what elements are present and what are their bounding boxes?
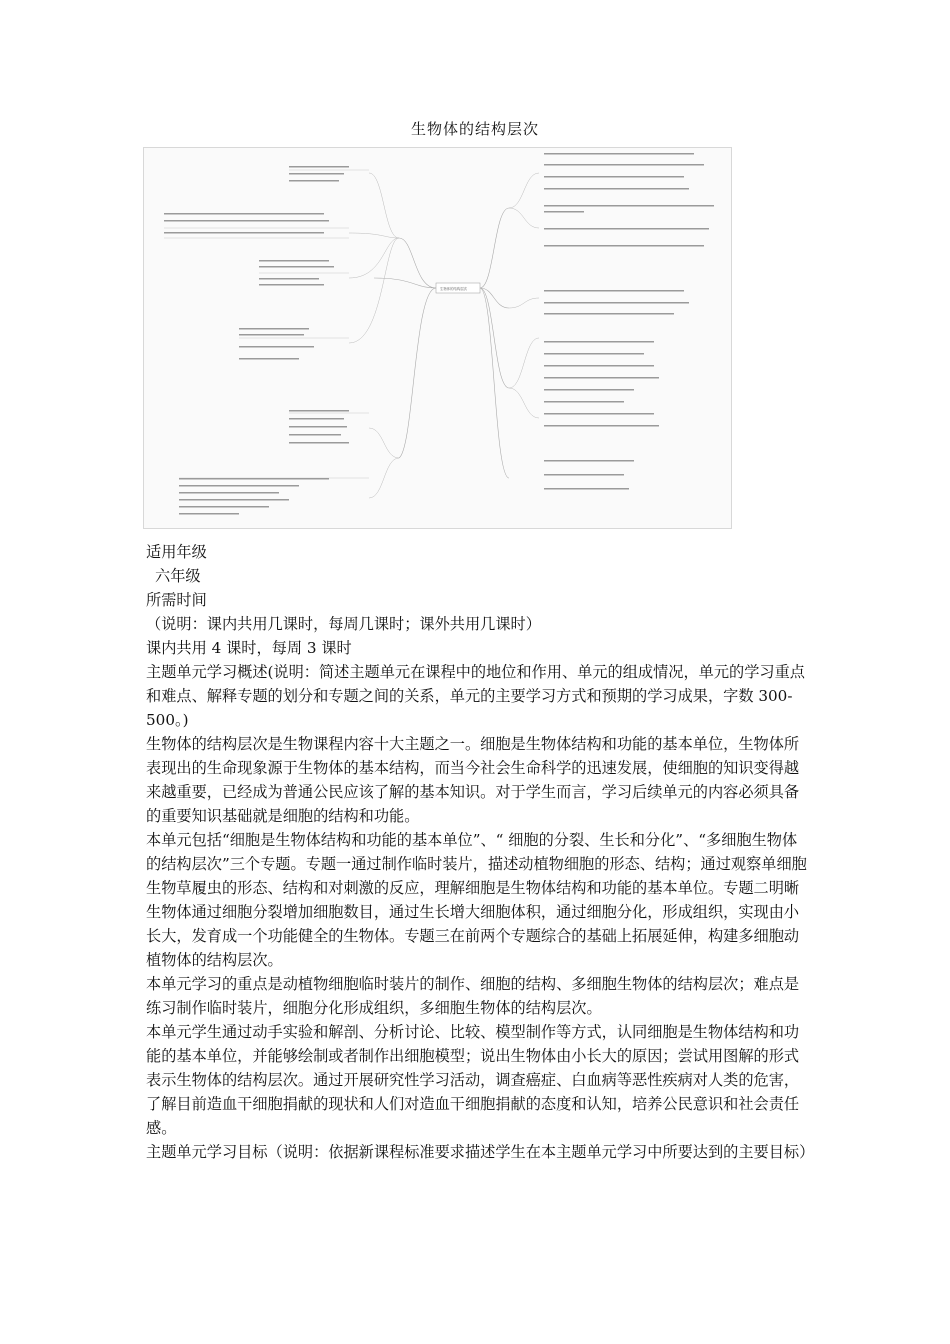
overview-label: 主题单元学习概述(说明：简述主题单元在课程中的地位和作用、单元的组成情况，单元的学习重点和难点、解释专题的划分和专题之间的关系，单元的主要学习方式和预期的学习成果，字数 300-500。)	[146, 663, 805, 729]
overview-paragraph-2: 本单元包括“细胞是生物体结构和功能的基本单位”、“ 细胞的分裂、生长和分化”、“多细胞生物体的结构层次”三个专题。专题一通过制作临时装片，描述动植物细胞的形态、结构；通过观察单细胞生物草履虫的形态、结构和对刺激的反应，理解细胞是生物体结构和功能的基本单位。专题二明晰生物体通过细胞分裂增加细胞数目，通过生长增大细胞体积，通过细胞分化，形成组织，实现由小长大，发育成一个功能健全的生物体。专题三在前两个专题综合的基础上拓展延伸，构建多细胞动植物体的结构层次。	[146, 831, 807, 969]
mindmap-image	[143, 147, 732, 529]
goals-label: 主题单元学习目标（说明：依据新课程标准要求描述学生在本主题单元学习中所要达到的主要目标）	[146, 1143, 815, 1161]
mindmap-drawing	[144, 148, 731, 528]
time-label: 所需时间	[146, 591, 207, 609]
time-value: 课内共用 4 课时，每周 3 课时	[146, 639, 352, 657]
mindmap-center-label: 生物体的结构层次	[440, 287, 468, 291]
overview-paragraph-4: 本单元学生通过动手实验和解剖、分析讨论、比较、模型制作等方式，认同细胞是生物体结构和功能的基本单位，并能够绘制或者制作出细胞模型；说出生物体由小长大的原因；尝试用图解的形式表示生物体的结构层次。通过开展研究性学习活动，调查癌症、白血病等恶性疾病对人类的危害，了解目前造血干细胞捐献的现状和人们对造血干细胞捐献的态度和认知，培养公民意识和社会责任感。	[146, 1023, 800, 1137]
document-title: 生物体的结构层次	[410, 120, 539, 138]
document-body	[146, 540, 815, 1164]
grade-label: 适用年级	[146, 543, 207, 561]
overview-paragraph-3: 本单元学习的重点是动植物细胞临时装片的制作、细胞的结构、多细胞生物体的结构层次；难点是练习制作临时装片，细胞分化形成组织，多细胞生物体的结构层次。	[146, 975, 800, 1017]
grade-value: 六年级	[155, 567, 201, 585]
time-note: （说明：课内共用几课时，每周几课时；课外共用几课时）	[146, 615, 541, 633]
overview-paragraph-1: 生物体的结构层次是生物课程内容十大主题之一。细胞是生物体结构和功能的基本单位，生物体所表现出的生命现象源于生物体的基本结构，而当今社会生命科学的迅速发展，使细胞的知识变得越来越重要，已经成为普通公民应该了解的基本知识。对于学生而言，学习后续单元的内容必须具备的重要知识基础就是细胞的结构和功能。	[146, 735, 800, 825]
